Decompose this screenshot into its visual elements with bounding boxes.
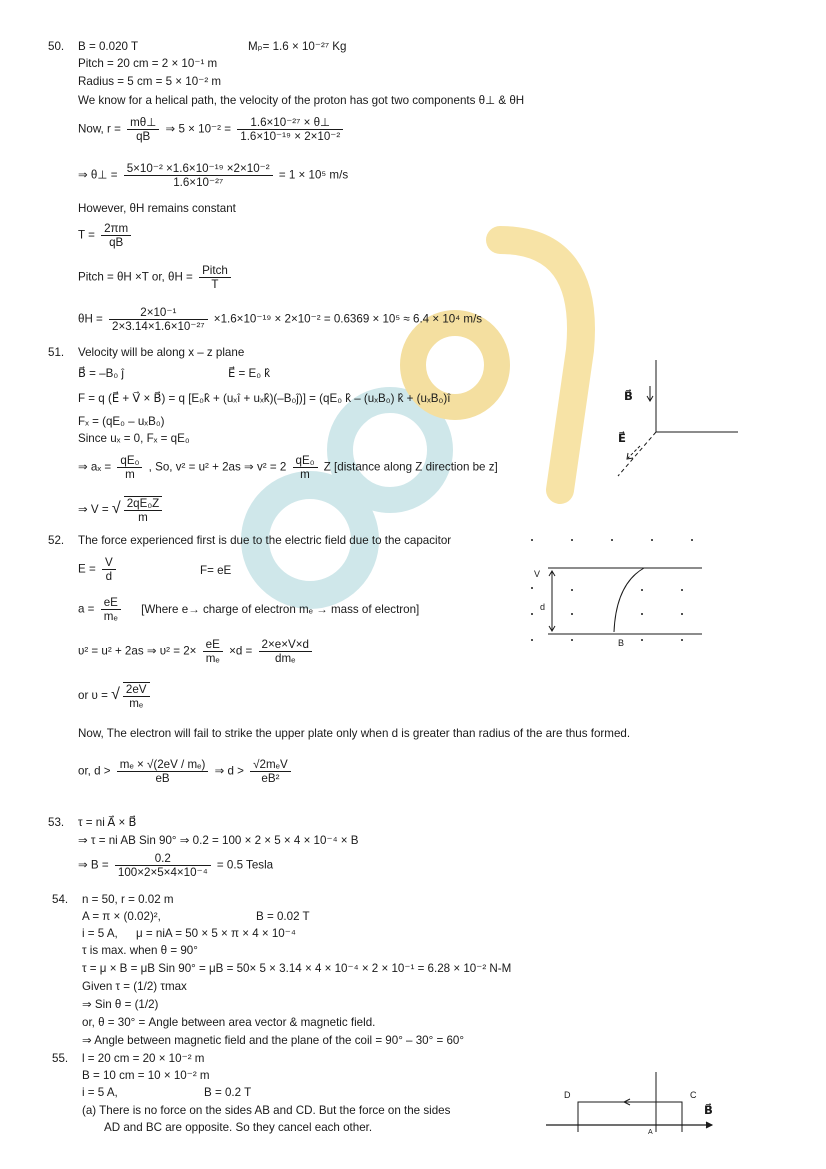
p54-moment: μ = niA = 50 × 5 × π × 4 × 10⁻⁴ <box>136 927 296 940</box>
p50-theta-perp-equation: ⇒ θ⊥ = $\frac{\text{5×10⁻² ×1.6×10⁻¹⁹ ×2×10⁻²}}{\text{1.6×10⁻²⁷}}$ = 1 × 10⁵ m/s <box>78 162 349 189</box>
fraction: $\frac{\text{mₑ × √(2eV / mₑ)}}{eB}$ <box>117 758 209 785</box>
fraction: $\frac{2eV}{\text{mₑ}}$ <box>123 682 150 710</box>
p55-length: l = 20 cm = 20 × 10⁻² m <box>82 1052 205 1065</box>
p54-sin: ⇒ Sin θ = (1/2) <box>82 998 159 1011</box>
p50-helical-text: We know for a helical path, the velocity of the proton has got two components θ⊥ & θH <box>78 94 525 107</box>
problem-number-51: 51. <box>48 346 65 359</box>
p55-part-a-line2: AD and BC are opposite. So they cancel each other. <box>104 1121 373 1134</box>
fraction: $\frac{\text{2qE₀Z}}{m}$ <box>124 496 163 524</box>
p51-acceleration-equation: ⇒ aₓ = $\frac{\text{qE₀}}{m}$ , So, v² = u² + 2as ⇒ v² = 2 $\frac{\text{qE₀}}{m}$ Z [distance along Z direction be z] <box>78 454 498 481</box>
p50-period-equation: T = $\frac{2\pi m}{qB}$ <box>78 222 134 249</box>
fraction: $\frac{\text{1.6×10⁻²⁷ × θ⊥}}{\text{1.6×10⁻¹⁹ × 2×10⁻²}}$ <box>237 116 343 143</box>
p52-d-inequality: or, d > $\frac{\text{mₑ × √(2eV / mₑ)}}{eB}$ ⇒ d > $\frac{\text{√2mₑV}}{\text{eB²}}$ <box>78 758 294 785</box>
p54-given-half: Given τ = (1/2) τmax <box>82 980 187 993</box>
p53-torque-def: τ = ni A⃗ × B⃗ <box>78 816 137 829</box>
p54-area: A = π × (0.02)², <box>82 910 161 923</box>
fraction: $\frac{\text{Pitch}}{T}$ <box>199 264 231 291</box>
sqrt-sign: √ <box>111 686 120 704</box>
fraction: $\frac{\text{√2mₑV}}{\text{eB²}}$ <box>250 758 291 785</box>
fraction: $\frac{2\pi m}{qB}$ <box>101 222 131 249</box>
p51-force-equation: F = q (E⃗ + V⃗ × B⃗) = q [E₀k̂ + (uₓî + uₓk̂)(–B₀ĵ)] = (qE₀ k̂ – (uₓB₀) k̂ + (uₓB₀)î <box>78 392 451 405</box>
problem-number-54: 54. <box>52 893 69 906</box>
p55-fig-c-label: C <box>690 1090 697 1100</box>
p55-fig-b-label: B⃗ <box>704 1104 713 1117</box>
p51-fig-e-label: E⃗ <box>618 432 626 445</box>
p51-b-vector: B⃗ = –B₀ ĵ <box>78 367 124 380</box>
problem-number-53: 53. <box>48 816 65 829</box>
p50-theta-h-equation: θH = $\frac{\text{2×10⁻¹}}{\text{2×3.14×1.6×10⁻²⁷}}$ ×1.6×10⁻¹⁹ × 2×10⁻² = 0.6369 × 10⁵ ≈ 6.4 × 10⁴ m/s <box>78 306 483 333</box>
fraction: $\frac{eE}{\text{mₑ}}$ <box>101 596 121 623</box>
p54-angle: or, θ = 30° = Angle between area vector & magnetic field. <box>82 1016 376 1029</box>
p52-force-text: The force experienced first is due to the electric field due to the capacitor <box>78 534 452 547</box>
problem-number-52: 52. <box>48 534 65 547</box>
p54-b: B = 0.02 T <box>256 910 310 923</box>
p55-breadth: B = 10 cm = 10 × 10⁻² m <box>82 1069 210 1082</box>
p52-now-text: Now, The electron will fail to strike the upper plate only when d is greater than radius of the are thus formed. <box>78 727 631 740</box>
p55-fig-a-label: A <box>648 1129 653 1136</box>
p54-given: n = 50, r = 0.02 m <box>82 893 174 906</box>
fraction: $\frac{eE}{\text{mₑ}}$ <box>203 638 223 665</box>
p51-plane-text: Velocity will be along x – z plane <box>78 346 245 359</box>
fraction: $\frac{2\times e\times V\times d}{\text{dmₑ}}$ <box>259 638 312 665</box>
fraction: $\frac{V}{d}$ <box>102 556 116 583</box>
p52-a-equation: a = $\frac{eE}{\text{mₑ}}$ [Where e→ charge of electron mₑ → mass of electron] <box>78 596 420 623</box>
p50-radius-equation: Now, r = $\frac{m\theta\perp}{qB}$ ⇒ 5 × 10⁻² = $\frac{\text{1.6×10⁻²⁷ × θ⊥}}{\text{1.6×10⁻¹⁹ × 2×10⁻²}}$ <box>78 116 346 143</box>
p55-coil-figure <box>540 1072 720 1132</box>
fraction: $\frac{\text{5×10⁻² ×1.6×10⁻¹⁹ ×2×10⁻²}}{\text{1.6×10⁻²⁷}}$ <box>124 162 273 189</box>
fraction: $\frac{0.2}{\text{100×2×5×4×10⁻⁴}}$ <box>115 852 211 879</box>
p51-fig-b-label: B⃗ <box>624 390 633 403</box>
fraction: $\frac{m\theta\perp}{qB}$ <box>127 116 159 143</box>
p53-b-result: ⇒ B = $\frac{0.2}{\text{100×2×5×4×10⁻⁴}}$ = 0.5 Tesla <box>78 852 274 879</box>
p50-mass: Mₚ= 1.6 × 10⁻²⁷ Kg <box>248 40 347 53</box>
p55-part-a-line1: (a) There is no force on the sides AB and CD. But the force on the sides <box>82 1104 451 1117</box>
p50-pitch: Pitch = 20 cm = 2 × 10⁻¹ m <box>78 57 218 70</box>
p50-however-text: However, θH remains constant <box>78 202 236 215</box>
p52-fig-b-label: B <box>618 638 625 648</box>
p54-max-torque: τ is max. when θ = 90° <box>82 944 198 957</box>
p51-velocity-equation: ⇒ V = √ $\frac{\text{2qE₀Z}}{m}$ <box>78 496 165 524</box>
p55-current: i = 5 A, <box>82 1086 118 1099</box>
p52-fig-v-label: V <box>534 569 541 579</box>
p52-or-upsilon: or υ = √ $\frac{2eV}{\text{mₑ}}$ <box>78 682 153 710</box>
p52-velocity-equation: υ² = u² + 2as ⇒ υ² = 2× $\frac{eE}{\text{mₑ}}$ ×d = $\frac{2\times e\times V\times d}{\text{dmₑ}}$ <box>78 638 315 665</box>
p51-since: Since uₓ = 0, Fₓ = qE₀ <box>78 432 190 445</box>
p52-e-equation: E = $\frac{V}{d}$ <box>78 556 119 583</box>
p51-axes-figure <box>600 358 740 478</box>
fraction: $\frac{\text{qE₀}}{m}$ <box>117 454 142 481</box>
p51-e-vector: E⃗ = E₀ k̂ <box>228 367 271 380</box>
p55-b: B = 0.2 T <box>204 1086 252 1099</box>
p54-current: i = 5 A, <box>82 927 118 940</box>
fraction: $\frac{\text{qE₀}}{m}$ <box>293 454 318 481</box>
p55-fig-d-label: D <box>564 1090 571 1100</box>
p50-pitch-equation: Pitch = θH ×T or, θH = $\frac{\text{Pitch}}{T}$ <box>78 264 234 291</box>
problem-number-50: 50. <box>48 40 65 53</box>
p54-torque-eq: τ = μ × B = μB Sin 90° = μB = 50× 5 × 3.14 × 4 × 10⁻⁴ × 2 × 10⁻¹ = 6.28 × 10⁻² N-M <box>82 962 512 975</box>
p51-fz: Fₓ = (qE₀ – uₓB₀) <box>78 415 165 428</box>
p53-torque-eq: ⇒ τ = ni AB Sin 90° ⇒ 0.2 = 100 × 2 × 5 × 4 × 10⁻⁴ × B <box>78 834 359 847</box>
p50-b-value: B = 0.020 T <box>78 40 139 53</box>
sqrt-sign: √ <box>111 500 121 518</box>
p52-force: F= eE <box>200 564 232 577</box>
p50-radius: Radius = 5 cm = 5 × 10⁻² m <box>78 75 222 88</box>
p54-plane-angle: ⇒ Angle between magnetic field and the plane of the coil = 90° – 30° = 60° <box>82 1034 465 1047</box>
p52-capacitor-figure <box>520 532 720 652</box>
fraction: $\frac{\text{2×10⁻¹}}{\text{2×3.14×1.6×10⁻²⁷}}$ <box>109 306 208 333</box>
p52-fig-d-label: d <box>540 602 546 612</box>
problem-number-55: 55. <box>52 1052 69 1065</box>
